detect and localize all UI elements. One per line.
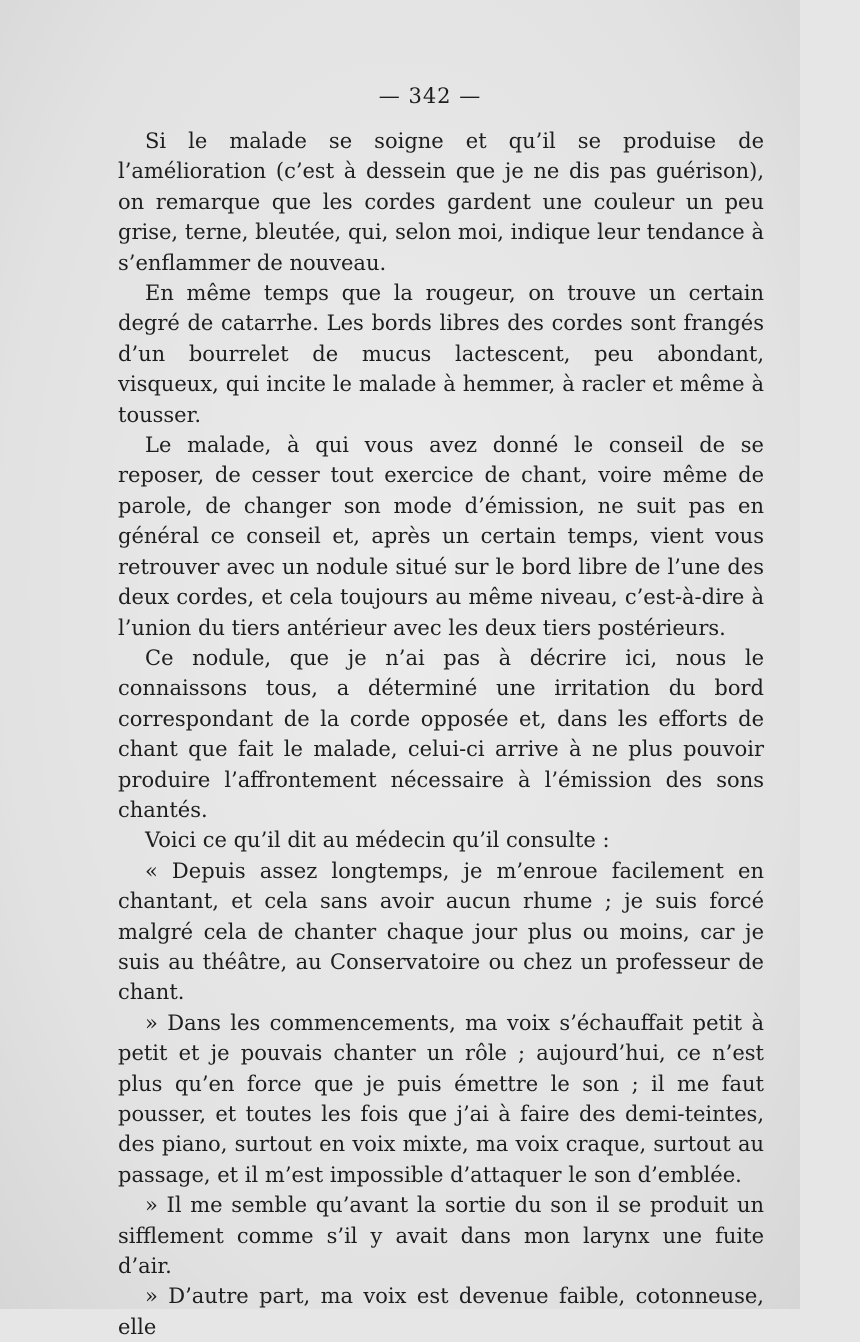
paragraph: » Dans les commencements, ma voix s’échauffait petit à petit et je pouvais chanter un rôle ; aujourd’hui, ce n’est plus qu’en force que je puis émettre le son ; il me faut pousser, et toutes les fois que j’ai à faire des demi-teintes, des piano, surtout en voix mixte, ma voix craque, surtout au passage, et il m’est impossible d’attaquer le son d’emblée. — [118, 1010, 764, 1187]
body-text — [118, 126, 764, 1342]
paragraph: Ce nodule, que je n’ai pas à décrire ici, nous le connaissons tous, a déterminé une irritation du bord correspondant de la corde opposée et, dans les efforts de chant que fait le malade, celui-ci arrive à ne plus pouvoir produire l’affrontement nécessaire à l’émission des sons chantés. — [118, 645, 764, 822]
paragraph: Voici ce qu’il dit au médecin qu’il consulte : — [145, 828, 610, 853]
paragraph: « Depuis assez longtemps, je m’enroue facilement en chantant, et cela sans avoir aucun rhume ; je suis forcé malgré cela de chanter chaque jour plus ou moins, car je suis au théâtre, au Conservatoire ou chez un professeur de chant. — [118, 858, 764, 1005]
paragraph: Le malade, à qui vous avez donné le conseil de se reposer, de cesser tout exercice de chant, voire même de parole, de changer son mode d’émission, ne suit pas en général ce conseil et, après un certain temps, vient vous retrouver avec un nodule situé sur le bord libre de l’une des deux cordes, et cela toujours au même niveau, c’est-à-dire à l’union du tiers antérieur avec les deux tiers postérieurs. — [118, 433, 764, 640]
paragraph: En même temps que la rougeur, on trouve un certain degré de catarrhe. Les bords libres des cordes sont frangés d’un bourrelet de mucus lactescent, peu abondant, visqueux, qui incite le malade à hemmer, à racler et même à tousser. — [118, 281, 764, 427]
paragraph: » Il me semble qu’avant la sortie du son il se produit un sifflement comme s’il y avait dans mon larynx une fuite d’air. — [118, 1193, 764, 1279]
paragraph: Si le malade se soigne et qu’il se produise de l’amélioration (c’est à dessein que je ne dis pas guérison), on remarque que les cordes gardent une couleur un peu grise, terne, bleutée, qui, selon moi, indique leur tendance à s’enflammer de nouveau. — [118, 129, 764, 275]
paragraph: » D’autre part, ma voix est devenue faible, cotonneuse, elle — [118, 1284, 764, 1339]
page-number: — 342 — — [378, 84, 482, 108]
